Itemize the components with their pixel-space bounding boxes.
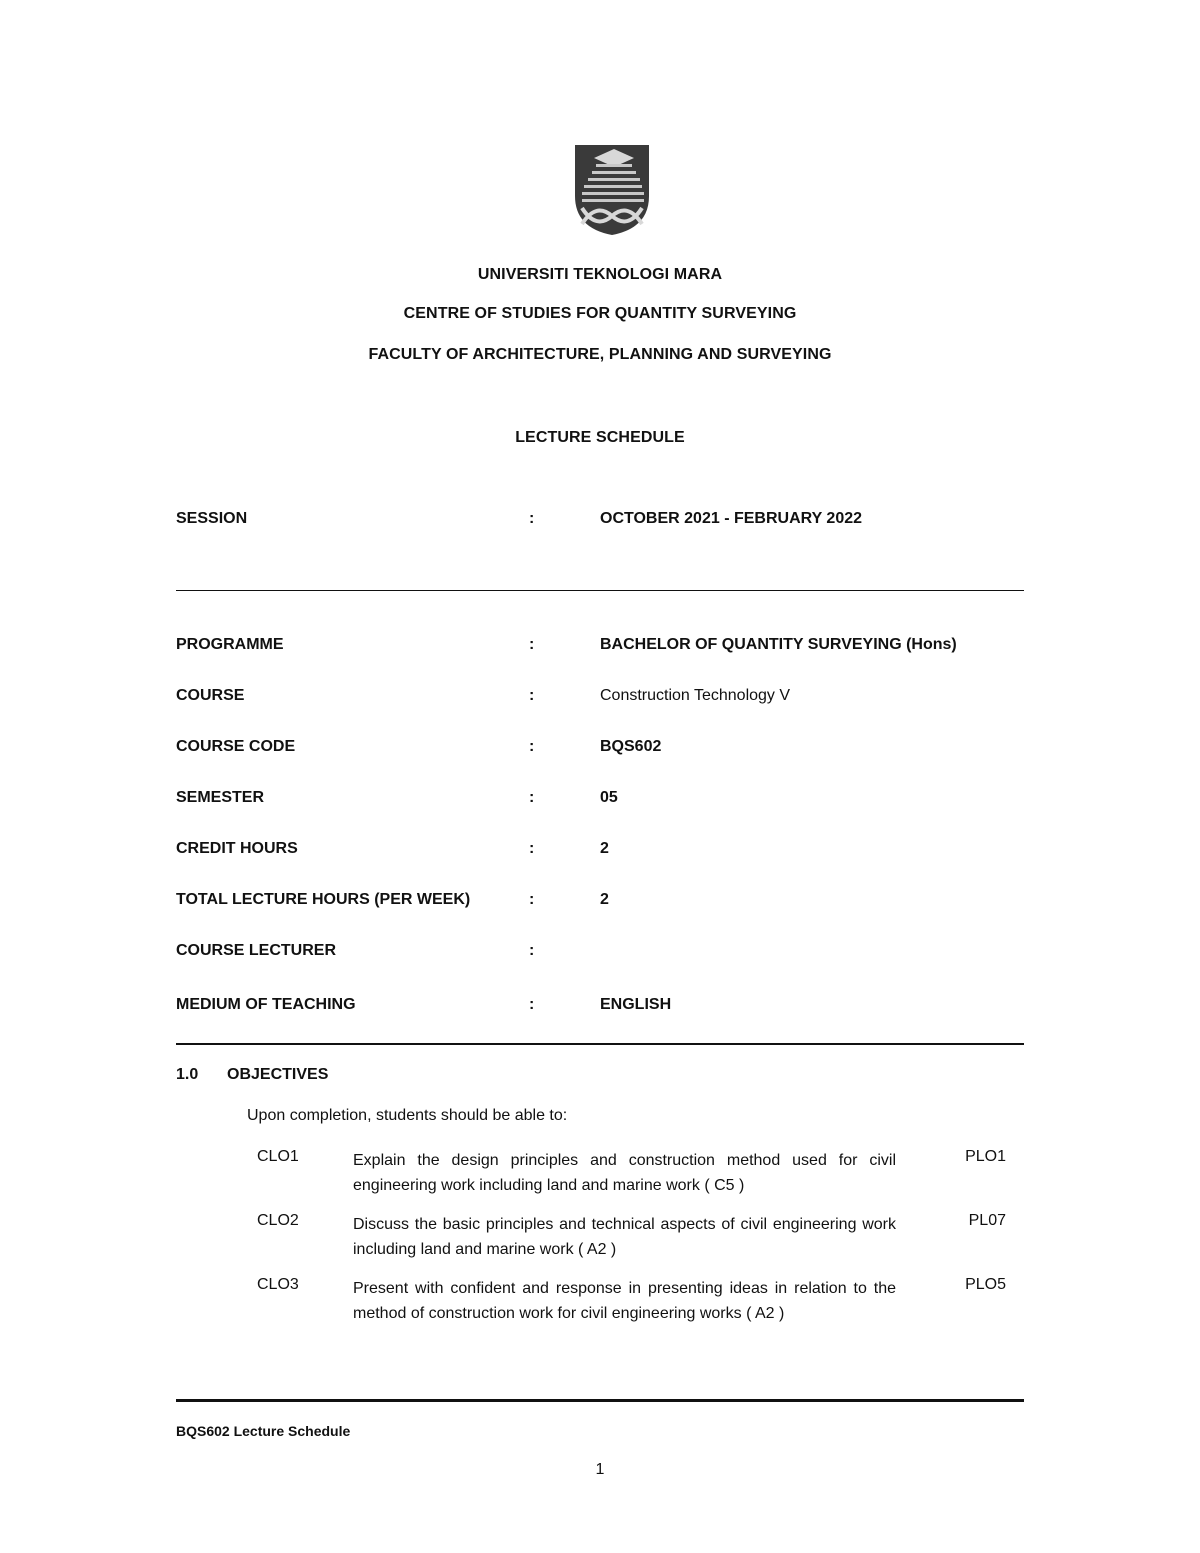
field-colon: : [529,996,535,1013]
clo-description: Explain the design principles and construction method used for civil engineering work including land and marine work ( C5 ) [353,1152,896,1194]
section-title: OBJECTIVES [227,1066,329,1083]
field-colon: : [529,636,535,653]
field-colon: : [529,840,535,857]
field-value: BQS602 [600,738,662,755]
field-row-medium-of-teaching [176,996,1026,1018]
section-number: 1.0 [176,1066,199,1083]
field-label: COURSE [176,687,245,704]
field-label: CREDIT HOURS [176,840,298,857]
plo-code: PLO1 [965,1148,1006,1165]
field-row-programme [176,636,1026,658]
divider-thin [176,590,1024,591]
divider-thick [176,1043,1024,1045]
clo-description: Present with confident and response in presenting ideas in relation to the method of construction work for civil engineering works ( A2 ) [353,1280,896,1322]
field-colon: : [529,942,535,959]
field-row-credit-hours [176,840,1026,862]
footer-label: BQS602 Lecture Schedule [176,1423,351,1439]
field-label: COURSE CODE [176,738,296,755]
objectives-intro: Upon completion, students should be able to: [247,1107,568,1124]
session-row [176,510,1026,532]
field-label: COURSE LECTURER [176,942,337,959]
field-label: PROGRAMME [176,636,284,653]
page-number: 1 [595,1461,605,1478]
centre-name: CENTRE OF STUDIES FOR QUANTITY SURVEYING [403,305,797,322]
session-label: SESSION [176,510,248,527]
field-value: BACHELOR OF QUANTITY SURVEYING (Hons) [600,636,957,653]
field-colon: : [529,687,535,704]
clo-code: CLO2 [257,1212,299,1229]
plo-code: PL07 [968,1212,1006,1229]
field-colon: : [529,891,535,908]
field-label: TOTAL LECTURE HOURS (PER WEEK) [176,891,471,908]
field-row-total-lecture-hours [176,891,1026,913]
plo-code: PLO5 [965,1276,1006,1293]
clo-description: Discuss the basic principles and technical aspects of civil engineering work including land and marine work ( A2 ) [353,1216,896,1258]
footer-divider [176,1399,1024,1402]
field-value: Construction Technology V [600,687,791,704]
field-value: 2 [600,891,609,908]
field-colon: : [529,789,535,806]
document-title: LECTURE SCHEDULE [515,429,685,446]
clo-code: CLO3 [257,1276,299,1293]
field-row-course-code [176,738,1026,760]
university-crest-icon [574,144,650,236]
field-row-course-lecturer [176,942,1026,964]
session-colon: : [529,510,535,527]
clo-code: CLO1 [257,1148,299,1165]
field-label: SEMESTER [176,789,265,806]
university-name: UNIVERSITI TEKNOLOGI MARA [477,266,723,283]
field-value: ENGLISH [600,996,672,1013]
field-row-course [176,687,1026,709]
field-value: 05 [600,789,618,806]
field-row-semester [176,789,1026,811]
session-value: OCTOBER 2021 - FEBRUARY 2022 [600,510,863,527]
field-label: MEDIUM OF TEACHING [176,996,356,1013]
faculty-name: FACULTY OF ARCHITECTURE, PLANNING AND SURVEYING [368,346,832,363]
field-value: 2 [600,840,609,857]
field-colon: : [529,738,535,755]
